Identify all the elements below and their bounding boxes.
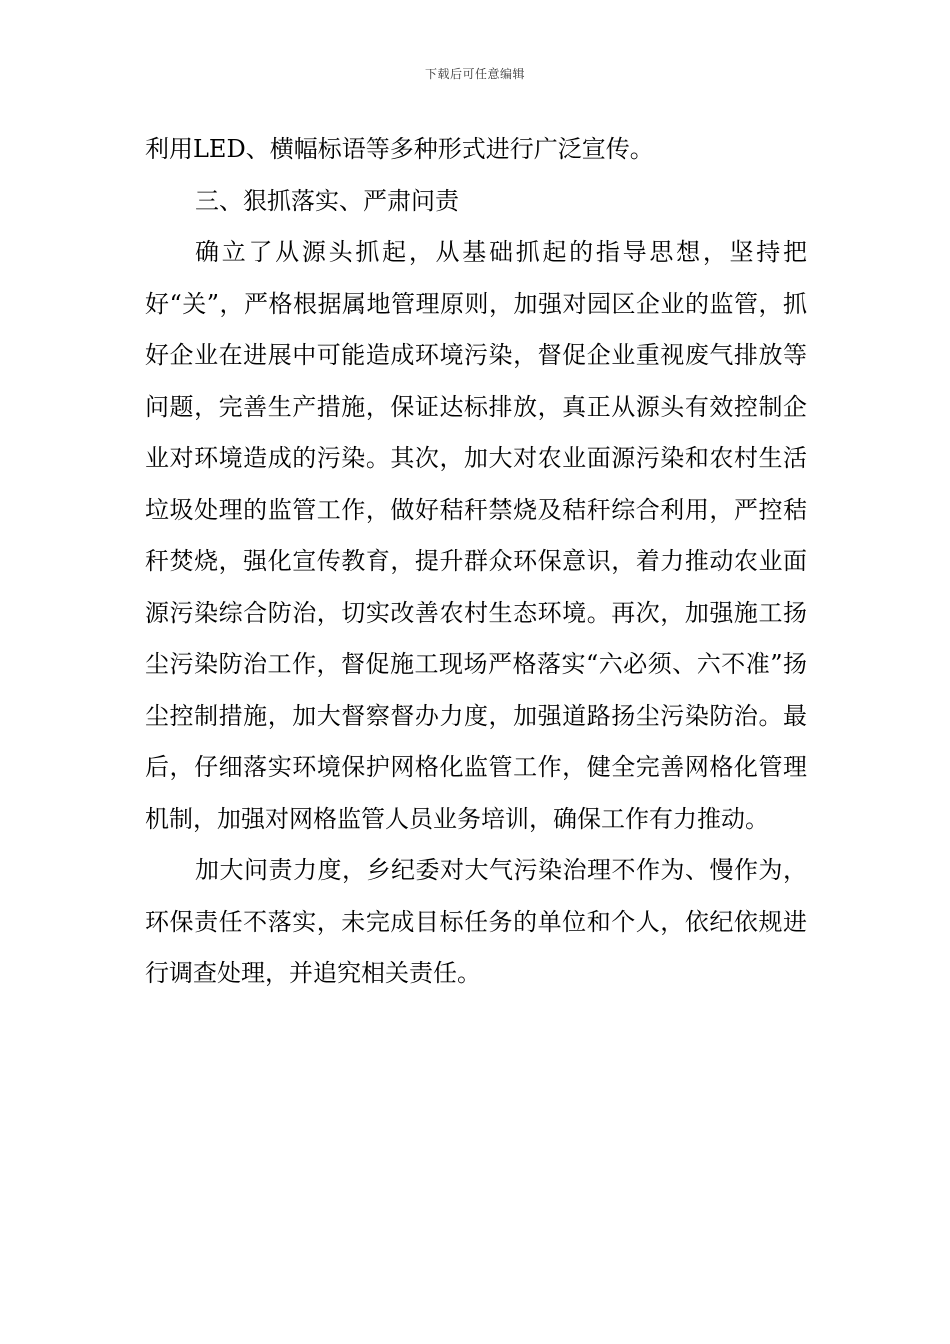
- paragraph-continuation: 利用LED、横幅标语等多种形式进行广泛宣传。: [145, 135, 654, 163]
- section-heading: 三、狠抓落实、严肃问责: [195, 186, 459, 215]
- paragraph-main: 确立了从源头抓起，从基础抓起的指导思想，坚持把好“关”，严格根据属地管理原则，加强对园区企业的监管，抓好企业在进展中可能造成环境污染，督促企业重视废气排放等问题，完善生产措施，保证达标排放，真正从源头有效控制企业对环境造成的污染。其次，加大对农业面源污染和农村生活垃圾处理的监管工作，做好秸秆禁烧及秸秆综合利用，严控秸秆焚烧，强化宣传教育，提升群众环保意识，着力推动农业面源污染综合防治，切实改善农村生态环境。再次，加强施工扬尘污染防治工作，督促施工现场严格落实“六必须、六不准”扬尘控制措施，加大督察督办力度，加强道路扬尘污染防治。最后，仔细落实环境保护网格化监管工作，健全完善网格化管理机制，加强对网格监管人员业务培训，确保工作有力推动。: [145, 238, 807, 833]
- paragraph-accountability: 加大问责力度，乡纪委对大气污染治理不作为、慢作为，环保责任不落实，未完成目标任务的单位和个人，依纪依规进行调查处理，并追究相关责任。: [145, 856, 807, 987]
- page-header-note: 下载后可任意编辑: [424, 67, 525, 81]
- document-body: [145, 124, 807, 1000]
